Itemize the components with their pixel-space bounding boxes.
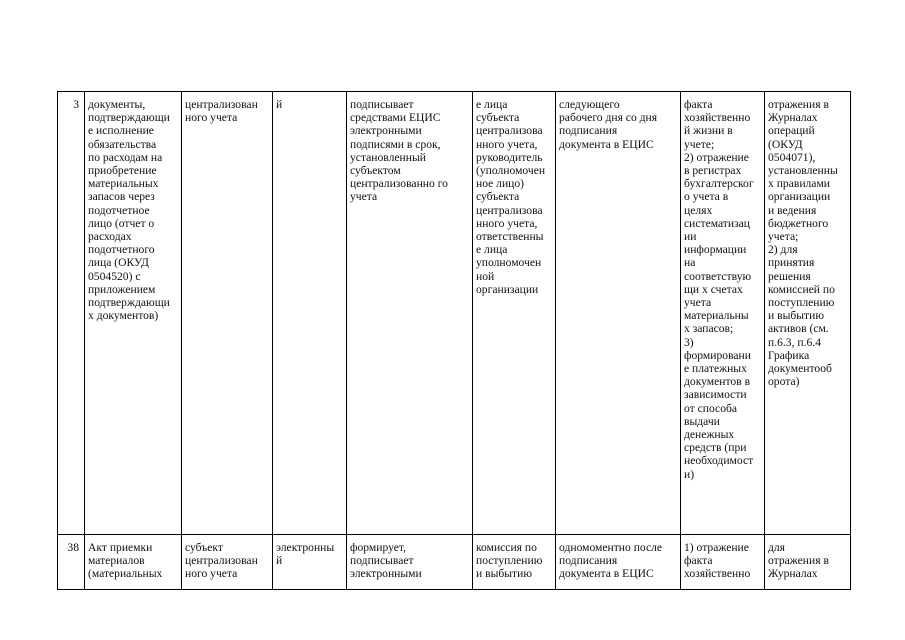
purpose-cell: факта хозяйственно й жизни в учете; 2) отражение в регистрах бухгалтерског о учета в целях систематизац ии информации на соответствую щи х счетах учета материальны х запасов; 3) формировани е платежных документов в зависимости от способа выдачи денежных средств (при необходимост и)	[681, 92, 765, 535]
document-name-cell: документы, подтверждающи е исполнение обязательства по расходам на приобретение материальных запасов через подотчетное лицо (отчет о расходах подотчетного лица (ОКУД 0504520) с приложением подтверждающи х документов)	[85, 92, 182, 535]
responsible-entity-cell: субъект централизован ного учета	[182, 535, 273, 590]
document-name-cell: Акт приемки материалов (материальных	[85, 535, 182, 590]
action-cell: формирует, подписывает электронными	[347, 535, 473, 590]
table-row	[58, 535, 851, 590]
row-number: 38	[58, 535, 85, 590]
usage-cell: для отражения в Журналах	[765, 535, 851, 590]
responsible-entity-cell: централизован ного учета	[182, 92, 273, 535]
signatories-cell: комиссия по поступлению и выбытию	[473, 535, 556, 590]
row-number: 3	[58, 92, 85, 535]
document-form-cell: й	[273, 92, 347, 535]
table-row	[58, 92, 851, 535]
deadline-cell: следующего рабочего дня со дня подписания документа в ЕЦИС	[556, 92, 681, 535]
deadline-cell: одномоментно после подписания документа в ЕЦИС	[556, 535, 681, 590]
usage-cell: отражения в Журналах операций (ОКУД 0504071), установленны х правилами организации и ведения бюджетного учета; 2) для принятия решения комиссией по поступлению и выбытию активов (см. п.6.3, п.6.4 Графика документооб орота)	[765, 92, 851, 535]
document-form-cell: электронны й	[273, 535, 347, 590]
signatories-cell: е лица субъекта централизова нного учета, руководитель (уполномочен ное лицо) субъекта централизова нного учета, ответственны е лица уполномочен ной организации	[473, 92, 556, 535]
document-table	[57, 91, 851, 590]
purpose-cell: 1) отражение факта хозяйственно	[681, 535, 765, 590]
action-cell: подписывает средствами ЕЦИС электронными подписями в срок, установленный субъектом централизованно го учета	[347, 92, 473, 535]
